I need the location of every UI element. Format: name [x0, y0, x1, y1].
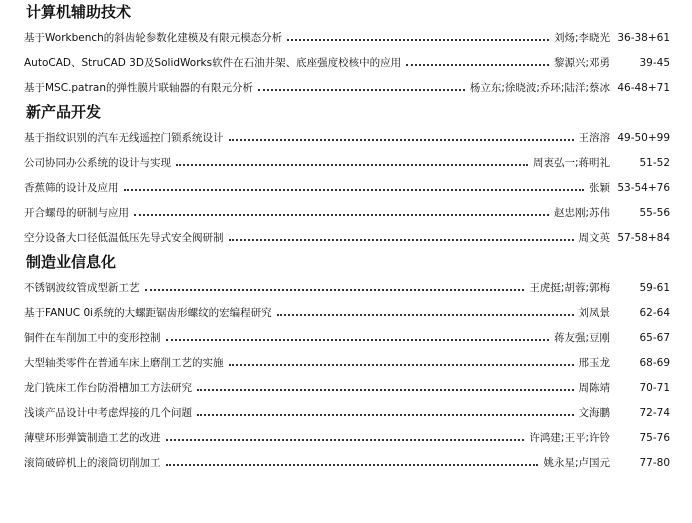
- article-title-link[interactable]: 薄壁环形弹簧制造工艺的改进: [24, 432, 161, 444]
- article-title-link[interactable]: 开合螺母的研制与应用: [24, 207, 129, 219]
- article-authors: 黎源兴;邓勇: [553, 57, 610, 69]
- article-title-link[interactable]: 铜件在车削加工中的变形控制: [24, 332, 161, 344]
- article-pages: 53-54+76: [617, 181, 670, 194]
- article-authors: 姚永星;卢国元: [543, 457, 610, 469]
- dot-leader: [258, 89, 465, 91]
- article-pages: 39-45: [639, 56, 670, 69]
- article-authors: 周衷弘一;蒋明礼: [532, 157, 610, 169]
- dot-leader: [166, 464, 539, 466]
- dot-leader: [176, 164, 528, 166]
- article-authors: 赵忠刚;苏伟: [553, 207, 610, 219]
- article-authors: 周陈靖: [578, 382, 610, 394]
- article-authors: 张颖: [589, 182, 610, 194]
- article-pages: 36-38+61: [617, 31, 670, 44]
- article-authors: 许鸿建;王平;许铃: [529, 432, 610, 444]
- dot-leader: [197, 414, 574, 416]
- toc-entry: [24, 50, 670, 75]
- dot-leader: [406, 64, 549, 66]
- dot-leader: [166, 439, 525, 441]
- article-title-link[interactable]: 大型轴类零件在普通车床上磨削工艺的实施: [24, 357, 224, 369]
- article-pages: 59-61: [639, 281, 670, 294]
- article-title-link[interactable]: 空分设备大口径低温低压先导式安全阀研制: [24, 232, 224, 244]
- toc-entry: [24, 325, 670, 350]
- article-pages: 68-69: [639, 356, 670, 369]
- article-authors: 蒋友强;豆刚: [553, 332, 610, 344]
- article-title-link[interactable]: 公司协同办公系统的设计与实现: [24, 157, 171, 169]
- dot-leader: [166, 339, 549, 341]
- article-title-link[interactable]: 基于指纹识别的汽车无线遥控门锁系统设计: [24, 132, 224, 144]
- toc-entry: [24, 400, 670, 425]
- section-title: 制造业信息化: [26, 253, 117, 271]
- article-title-link[interactable]: 基于MSC.patran的弹性膜片联轴器的有限元分析: [24, 82, 254, 94]
- article-title-link[interactable]: 龙门铣床工作台防滑槽加工方法研究: [24, 382, 192, 394]
- article-title-link[interactable]: 基于Workbench的斜齿轮参数化建模及有限元模态分析: [24, 32, 283, 44]
- toc-entry: [24, 125, 670, 150]
- dot-leader: [124, 189, 585, 191]
- dot-leader: [229, 239, 574, 241]
- article-title-link[interactable]: AutoCAD、StruCAD 3D及SolidWorks软件在石油井架、底座强度校核中的应用: [24, 57, 402, 69]
- toc-entry: [24, 375, 670, 400]
- dot-leader: [229, 139, 574, 141]
- toc-entry: [24, 225, 670, 250]
- toc-entry: [24, 75, 670, 100]
- article-pages: 72-74: [639, 406, 670, 419]
- article-pages: 75-76: [639, 431, 670, 444]
- toc-entry: [24, 25, 670, 50]
- article-pages: 55-56: [639, 206, 670, 219]
- section-title: 新产品开发: [26, 103, 102, 121]
- article-title-link[interactable]: 浅谈产品设计中考虑焊接的几个问题: [24, 407, 192, 419]
- article-pages: 46-48+71: [617, 81, 670, 94]
- article-authors: 刘凤景: [578, 307, 610, 319]
- article-authors: 文海鹏: [578, 407, 610, 419]
- article-authors: 周文英: [578, 232, 610, 244]
- article-title-link[interactable]: 滚筒破碎机上的滚筒切削加工: [24, 457, 161, 469]
- table-of-contents: [24, 0, 670, 475]
- toc-entry: [24, 450, 670, 475]
- dot-leader: [134, 214, 549, 216]
- article-pages: 49-50+99: [617, 131, 670, 144]
- toc-entry: [24, 150, 670, 175]
- article-pages: 70-71: [639, 381, 670, 394]
- article-pages: 62-64: [639, 306, 670, 319]
- section-title: 计算机辅助技术: [26, 3, 132, 21]
- article-pages: 77-80: [639, 456, 670, 469]
- dot-leader: [287, 39, 549, 41]
- article-title-link[interactable]: 香蕉筛的设计及应用: [24, 182, 119, 194]
- article-authors: 刘炀;李晓光: [553, 32, 610, 44]
- article-title-link[interactable]: 基于FANUC 0i系统的大螺距锯齿形螺纹的宏编程研究: [24, 307, 272, 319]
- toc-entry: [24, 425, 670, 450]
- toc-entry: [24, 275, 670, 300]
- article-pages: 57-58+84: [617, 231, 670, 244]
- article-authors: 杨立东;徐晓波;乔环;陆洋;蔡冰: [469, 82, 610, 94]
- toc-entry: [24, 200, 670, 225]
- dot-leader: [229, 364, 574, 366]
- dot-leader: [277, 314, 574, 316]
- article-pages: 65-67: [639, 331, 670, 344]
- article-pages: 51-52: [639, 156, 670, 169]
- article-title-link[interactable]: 不锈钢波纹管成型新工艺: [24, 282, 140, 294]
- dot-leader: [145, 289, 525, 291]
- toc-entry: [24, 350, 670, 375]
- article-authors: 邢玉龙: [578, 357, 610, 369]
- toc-entry: [24, 300, 670, 325]
- dot-leader: [197, 389, 574, 391]
- article-authors: 王虎挺;胡蓉;郭梅: [529, 282, 610, 294]
- toc-entry: [24, 175, 670, 200]
- article-authors: 王溶溶: [578, 132, 610, 144]
